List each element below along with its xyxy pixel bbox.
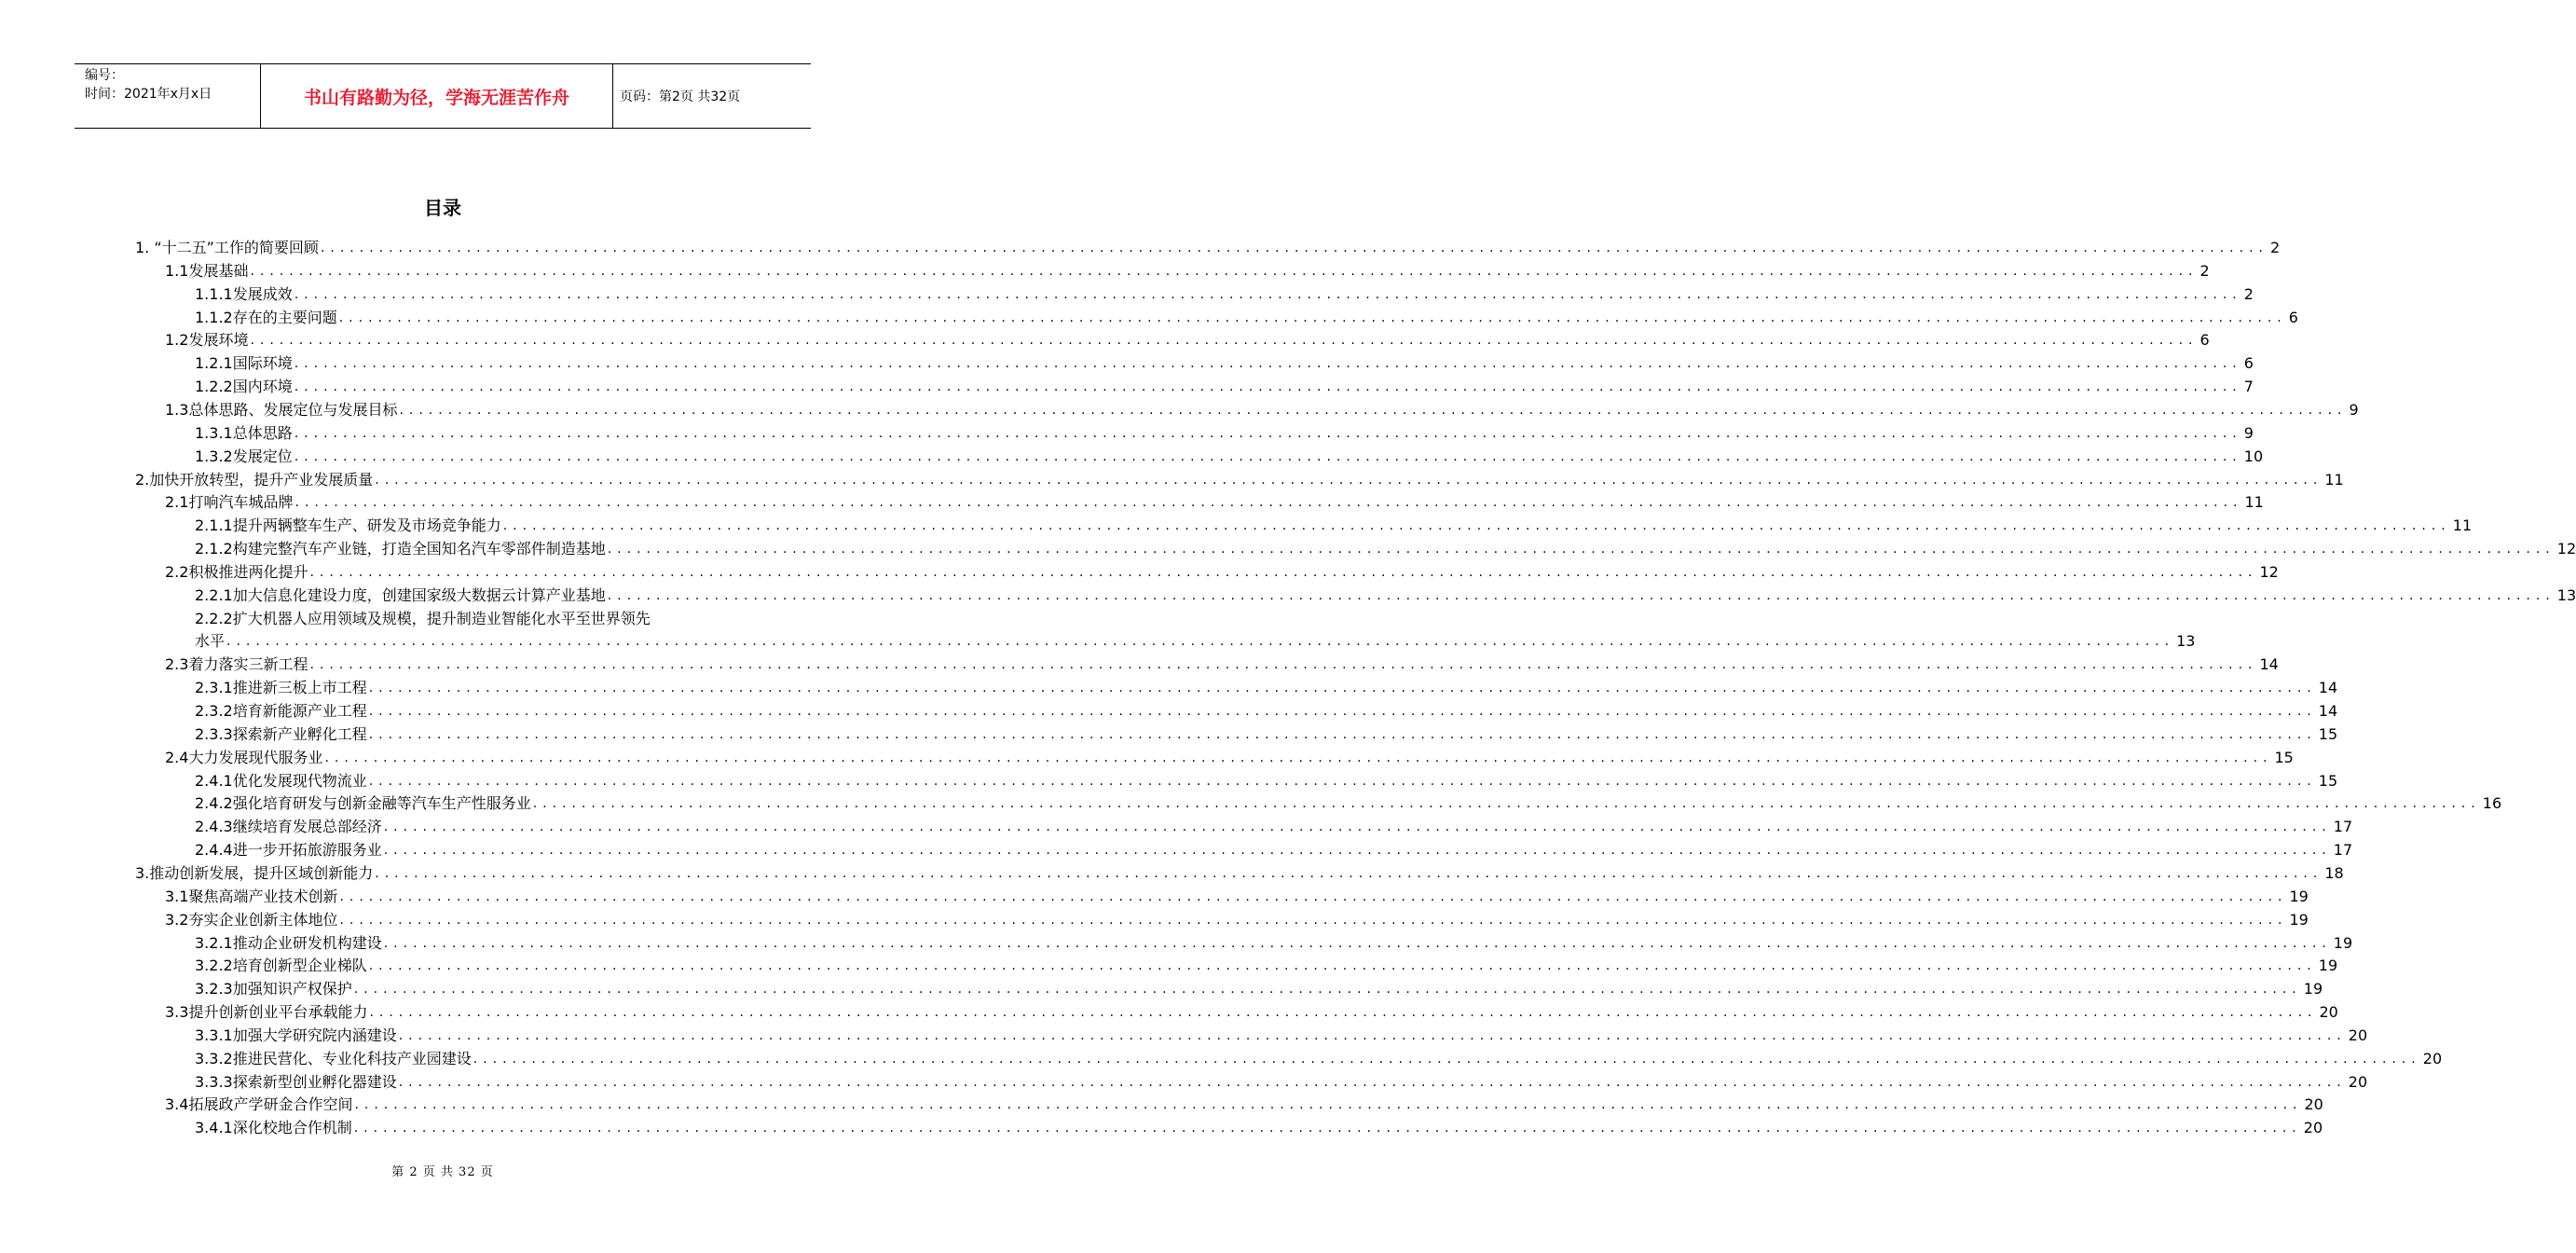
toc-entry-page: 11: [2244, 493, 2264, 512]
toc-entry[interactable]: [195, 282, 2254, 305]
toc-entry-page: 15: [2318, 771, 2338, 790]
toc-entry-title: 1.3.2发展定位: [195, 447, 293, 465]
toc-leader-dots: ........................................................................................................................................................................................................: [294, 286, 2242, 302]
toc-entry-page: 19: [2333, 933, 2353, 952]
toc-entry-title: 3.3提升创新创业平台承载能力: [165, 1003, 368, 1022]
toc-leader-dots: ........................................................................................................................................................................................................: [473, 1051, 2421, 1067]
toc-entry-page: 20: [2348, 1072, 2368, 1091]
toc-entry-title: 3.2.3加强知识产权保护: [195, 980, 352, 998]
toc-entry-title: 2.4.3继续培育发展总部经济: [195, 818, 382, 836]
toc-entry[interactable]: [135, 235, 2281, 258]
toc-entry-title: 2.1.2构建完整汽车产业链，打造全国知名汽车零部件制造基地: [195, 540, 606, 558]
toc-entry-title: 1. “十二五”工作的简要回顾: [135, 239, 319, 256]
toc-entry-page: 13: [2556, 585, 2576, 604]
page-footer: 第 2 页 共 32 页: [391, 1165, 494, 1179]
toc-entry[interactable]: [195, 628, 2196, 652]
toc-leader-dots: ........................................................................................................................................................................................................: [398, 1027, 2347, 1043]
toc-entry[interactable]: [195, 675, 2338, 698]
toc-entry[interactable]: [165, 652, 2279, 675]
toc-entry-title-continued: 水平: [195, 632, 226, 651]
toc-leader-dots: ........................................................................................................................................................................................................: [294, 379, 2242, 395]
toc-entry-page: 14: [2259, 655, 2279, 674]
toc-entry-page: 9: [2349, 400, 2359, 419]
toc-entry-page: 11: [2324, 470, 2344, 489]
toc-entry[interactable]: [195, 513, 2473, 536]
toc-entry-title: 3.4拓展政产学研金合作空间: [165, 1095, 353, 1114]
toc-leader-dots: ........................................................................................................................................................................................................: [607, 542, 2555, 558]
toc-entry-title: 3.3.1加强大学研究院内涵建设: [195, 1026, 397, 1044]
toc-entry-title: 2.1打响汽车城品牌: [165, 493, 294, 512]
toc-leader-dots: ........................................................................................................................................................................................................: [398, 1074, 2347, 1090]
toc-entry[interactable]: [135, 467, 2344, 490]
toc-leader-dots: ........................................................................................................................................................................................................: [607, 587, 2555, 603]
toc-entry[interactable]: [195, 1069, 2368, 1093]
toc-entry-page: 7: [2243, 378, 2254, 396]
toc-leader-dots: ........................................................................................................................................................................................................: [383, 843, 2332, 859]
toc-entry[interactable]: [195, 420, 2254, 444]
toc-entry[interactable]: [165, 999, 2338, 1023]
toc-entry[interactable]: [195, 374, 2254, 397]
toc-entry-page: 16: [2482, 794, 2502, 813]
toc-entry-page: 17: [2333, 841, 2353, 860]
toc-entry-title: 1.3.1总体思路: [195, 423, 293, 442]
toc-leader-dots: ........................................................................................................................................................................................................: [226, 634, 2175, 650]
toc-entry-title: 1.2.1国际环境: [195, 354, 293, 373]
toc-entry[interactable]: [195, 1046, 2443, 1069]
toc-entry-title: 3.推动创新发展，提升区域创新能力: [135, 863, 374, 882]
toc-entry-title: 1.1发展基础: [165, 261, 249, 280]
toc-leader-dots: ........................................................................................................................................................................................................: [354, 1097, 2303, 1113]
toc-leader-dots: ........................................................................................................................................................................................................: [383, 819, 2332, 835]
toc-leader-dots: ........................................................................................................................................................................................................: [375, 865, 2323, 881]
toc-entry-page: 2: [2269, 239, 2281, 256]
toc-entry-title: 2.3.1推进新三板上市工程: [195, 679, 367, 697]
toc-entry-title: 2.4.1优化发展现代物流业: [195, 771, 367, 790]
toc-leader-dots: ........................................................................................................................................................................................................: [383, 935, 2332, 951]
toc-entry[interactable]: [195, 351, 2254, 374]
toc-entry[interactable]: [165, 489, 2264, 513]
toc-entry-page: 19: [2289, 887, 2309, 905]
toc-entry-page: 18: [2324, 863, 2344, 882]
toc-entry-page: 20: [2303, 1119, 2323, 1137]
page-header: [75, 63, 811, 129]
toc-entry-title: 2.4.2强化培育研发与创新金融等汽车生产性服务业: [195, 794, 531, 813]
document-number: 编号：: [85, 68, 124, 83]
toc-entry-title: 2.3.3探索新产业孵化工程: [195, 724, 367, 743]
toc-entry[interactable]: [195, 698, 2338, 722]
toc-leader-dots: ........................................................................................................................................................................................................: [375, 472, 2323, 488]
toc-leader-dots: ........................................................................................................................................................................................................: [368, 704, 2317, 719]
toc-entry-title: 3.2夯实企业创新主体地位: [165, 910, 338, 929]
toc-entry-page: 11: [2452, 516, 2473, 535]
toc-entry-title: 1.1.2存在的主要问题: [195, 308, 337, 326]
toc-leader-dots: ........................................................................................................................................................................................................: [368, 726, 2317, 742]
toc-entry[interactable]: [165, 745, 2294, 768]
toc-entry[interactable]: [165, 327, 2210, 351]
toc-entry-title: 3.2.2培育创新型企业梯队: [195, 957, 367, 975]
toc-entry-title: 2.4大力发展现代服务业: [165, 748, 323, 766]
toc-entry-page: 19: [2303, 980, 2323, 998]
toc-entry[interactable]: [195, 768, 2338, 792]
toc-leader-dots: ........................................................................................................................................................................................................: [532, 796, 2481, 812]
toc-title: 目录: [424, 197, 461, 219]
toc-entry[interactable]: [165, 1092, 2323, 1115]
toc-entry-title: 2.1.1提升两辆整车生产、研发及市场竞争能力: [195, 516, 501, 535]
toc-entry-page: 15: [2318, 724, 2338, 743]
toc-entry-title: 1.2.2国内环境: [195, 378, 293, 396]
toc-entry-page: 17: [2333, 818, 2353, 836]
toc-entry-title: 2.4.4进一步开拓旅游服务业: [195, 841, 382, 860]
toc-entry-page: 6: [2199, 331, 2210, 350]
toc-entry-page: 20: [2348, 1026, 2368, 1044]
toc-leader-dots: ........................................................................................................................................................................................................: [369, 1005, 2318, 1021]
toc-entry-page: 20: [2422, 1049, 2443, 1067]
toc-entry[interactable]: [195, 305, 2298, 328]
toc-leader-dots: ........................................................................................................................................................................................................: [368, 773, 2317, 789]
toc-entry-title: 3.3.3探索新型创业孵化器建设: [195, 1072, 397, 1091]
toc-entry[interactable]: [165, 397, 2359, 420]
toc-entry-title: 3.3.2推进民营化、专业化科技产业园建设: [195, 1049, 472, 1067]
toc-entry-page: 6: [2288, 308, 2298, 326]
toc-entry-page: 14: [2318, 679, 2338, 697]
toc-entry-title: 1.3总体思路、发展定位与发展目标: [165, 400, 398, 419]
toc-entry[interactable]: [195, 976, 2323, 999]
header-meta: [75, 64, 261, 128]
toc-leader-dots: ........................................................................................................................................................................................................: [339, 888, 2288, 904]
toc-entry[interactable]: [135, 861, 2344, 884]
toc-entry-page: 2: [2243, 284, 2254, 303]
toc-leader-dots: ........................................................................................................................................................................................................: [339, 912, 2288, 928]
toc-entry[interactable]: [195, 536, 2576, 559]
toc-entry-page: 19: [2289, 910, 2309, 929]
toc-entry-page: 13: [2176, 632, 2196, 651]
toc-leader-dots: ........................................................................................................................................................................................................: [353, 982, 2302, 998]
toc-leader-dots: ........................................................................................................................................................................................................: [294, 448, 2242, 464]
toc-leader-dots: ........................................................................................................................................................................................................: [250, 263, 2199, 279]
toc-entry[interactable]: [195, 837, 2353, 861]
toc-entry-title[interactable]: 2.2.2扩大机器人应用领域及规模，提升制造业智能化水平至世界领先: [195, 609, 651, 627]
toc-entry[interactable]: [195, 953, 2338, 976]
toc-leader-dots: ........................................................................................................................................................................................................: [368, 958, 2317, 974]
toc-leader-dots: ........................................................................................................................................................................................................: [502, 518, 2451, 534]
toc-entry-page: 6: [2243, 354, 2254, 373]
toc-entry-page: 2: [2199, 261, 2210, 280]
toc-entry[interactable]: [195, 583, 2576, 606]
toc-leader-dots: ........................................................................................................................................................................................................: [324, 750, 2273, 765]
toc-entry-page: 12: [2259, 562, 2279, 581]
toc-entry-page: 20: [2319, 1003, 2338, 1022]
toc-leader-dots: ........................................................................................................................................................................................................: [338, 310, 2287, 325]
toc-entry-title: 2.3着力落实三新工程: [165, 655, 308, 674]
toc-entry[interactable]: [195, 1023, 2368, 1046]
toc-entry[interactable]: [195, 722, 2338, 745]
toc-entry-page: 10: [2243, 447, 2264, 465]
header-page-number: 页码：第2页 共32页: [620, 90, 741, 104]
toc-entry[interactable]: [165, 884, 2309, 907]
toc-entry-title: 1.2发展环境: [165, 331, 249, 350]
toc-entry-title: 3.2.1推动企业研发机构建设: [195, 933, 382, 952]
toc-entry-page: 20: [2304, 1095, 2323, 1114]
toc-entry[interactable]: [165, 559, 2279, 583]
toc-entry-title: 3.4.1深化校地合作机制: [195, 1119, 352, 1137]
toc-leader-dots: ........................................................................................................................................................................................................: [368, 681, 2317, 696]
toc-entry[interactable]: [195, 444, 2264, 467]
toc-entry-page: 9: [2243, 423, 2254, 442]
toc-leader-dots: ........................................................................................................................................................................................................: [295, 495, 2243, 511]
toc-entry-page: 15: [2274, 748, 2294, 766]
header-motto: 书山有路勤为径，学海无涯苦作舟: [261, 64, 613, 128]
toc-entry[interactable]: [195, 791, 2502, 814]
toc-entry[interactable]: [165, 907, 2309, 930]
toc-entry-page: 14: [2318, 702, 2338, 720]
toc-leader-dots: ........................................................................................................................................................................................................: [294, 356, 2242, 372]
toc-entry-title: 1.1.1发展成效: [195, 284, 293, 303]
toc-leader-dots: ........................................................................................................................................................................................................: [353, 1121, 2302, 1136]
toc-entry[interactable]: [195, 930, 2353, 954]
toc-entry-title: 2.3.2培育新能源产业工程: [195, 702, 367, 720]
toc-entry-page: 12: [2556, 540, 2576, 558]
toc-leader-dots: ........................................................................................................................................................................................................: [250, 333, 2199, 349]
toc-entry-title: 3.1聚焦高端产业技术创新: [165, 887, 338, 905]
toc-entry-title: 2.2积极推进两化提升: [165, 562, 308, 581]
toc-entry-title: 2.加快开放转型，提升产业发展质量: [135, 470, 374, 489]
toc-leader-dots: ........................................................................................................................................................................................................: [320, 241, 2268, 255]
toc-leader-dots: ........................................................................................................................................................................................................: [309, 564, 2258, 580]
toc-entry[interactable]: [165, 258, 2210, 282]
toc-entry-title: 2.2.1加大信息化建设力度，创建国家级大数据云计算产业基地: [195, 585, 606, 604]
toc-leader-dots: ........................................................................................................................................................................................................: [399, 402, 2348, 418]
toc-leader-dots: ........................................................................................................................................................................................................: [294, 425, 2242, 441]
toc-entry[interactable]: [195, 1115, 2323, 1138]
document-date: 时间：2021年x月x日: [85, 87, 212, 102]
toc-leader-dots: ........................................................................................................................................................................................................: [309, 657, 2258, 673]
toc-entry[interactable]: [195, 814, 2353, 837]
toc-entry-page: 19: [2318, 957, 2338, 975]
